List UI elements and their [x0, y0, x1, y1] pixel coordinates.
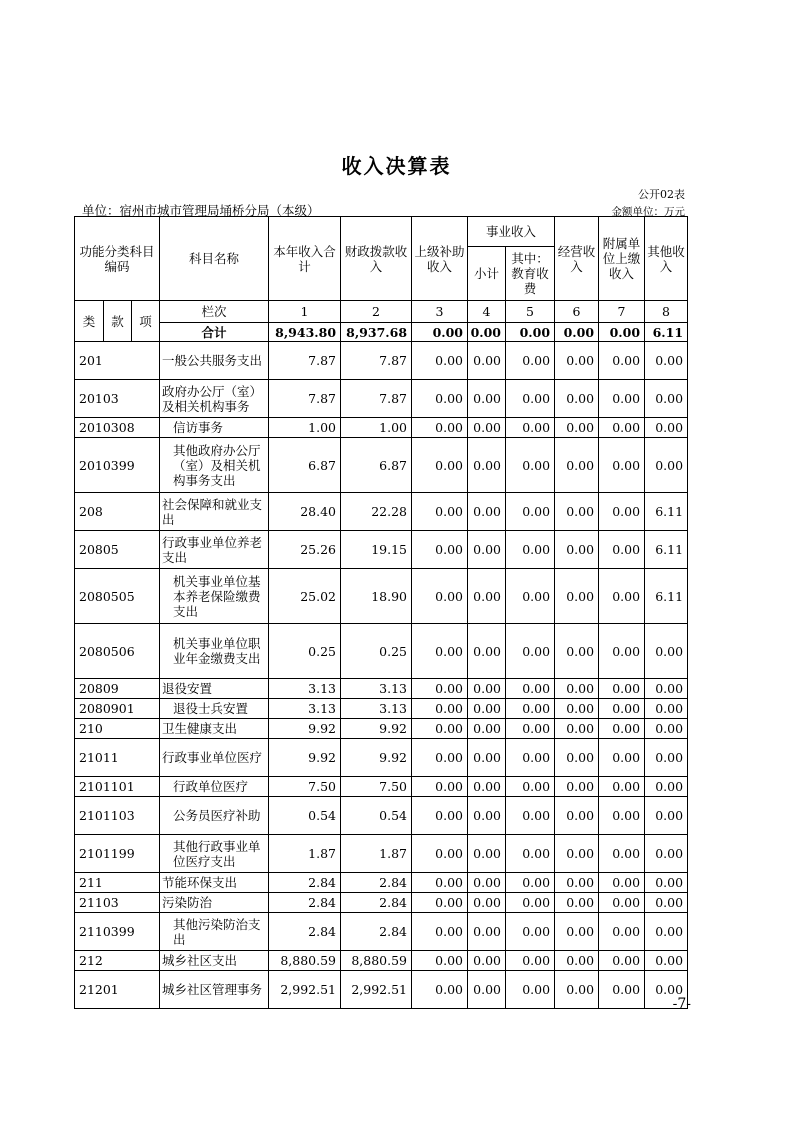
row-value: 0.00 — [506, 418, 555, 438]
total-row — [75, 323, 688, 342]
row-name: 退役士兵安置 — [160, 699, 269, 719]
header-col5: 其中：教育收费 — [506, 247, 555, 301]
row-value: 7.87 — [269, 342, 341, 380]
row-value: 2.84 — [341, 893, 412, 913]
income-table — [74, 216, 688, 1009]
row-value: 2.84 — [341, 913, 412, 951]
header-col2: 财政拨款收入 — [341, 217, 412, 301]
row-value: 0.00 — [645, 679, 688, 699]
row-value: 0.00 — [599, 777, 645, 797]
row-value: 1.87 — [341, 835, 412, 873]
row-value: 0.00 — [506, 873, 555, 893]
row-value: 0.00 — [412, 893, 468, 913]
row-value: 0.00 — [645, 797, 688, 835]
table-row — [75, 493, 688, 531]
total-value: 8,937.68 — [341, 323, 412, 342]
row-value: 0.00 — [599, 493, 645, 531]
row-value: 0.00 — [506, 493, 555, 531]
row-value: 0.00 — [506, 777, 555, 797]
total-value: 0.00 — [599, 323, 645, 342]
row-value: 9.92 — [341, 739, 412, 777]
header-col3: 上级补助收入 — [412, 217, 468, 301]
table-row — [75, 624, 688, 679]
row-code: 2080506 — [75, 624, 160, 679]
row-value: 0.00 — [412, 699, 468, 719]
header-kuan: 款 — [104, 301, 132, 342]
row-code: 20103 — [75, 380, 160, 418]
row-value: 7.87 — [269, 380, 341, 418]
row-value: 0.00 — [468, 699, 506, 719]
row-value: 0.00 — [599, 531, 645, 569]
row-value: 8,880.59 — [269, 951, 341, 971]
total-value: 6.11 — [645, 323, 688, 342]
table-row — [75, 913, 688, 951]
row-code: 2110399 — [75, 913, 160, 951]
row-name: 机关事业单位职业年金缴费支出 — [160, 624, 269, 679]
row-value: 0.00 — [645, 380, 688, 418]
row-value: 0.00 — [599, 873, 645, 893]
row-code: 21011 — [75, 739, 160, 777]
row-value: 0.00 — [555, 913, 599, 951]
col-num-1: 1 — [269, 301, 341, 323]
row-value: 0.00 — [599, 342, 645, 380]
row-name: 社会保障和就业支出 — [160, 493, 269, 531]
row-value: 0.00 — [645, 699, 688, 719]
row-value: 0.00 — [506, 951, 555, 971]
row-value: 0.25 — [341, 624, 412, 679]
row-value: 0.00 — [599, 971, 645, 1009]
row-value: 0.00 — [412, 777, 468, 797]
row-name: 城乡社区支出 — [160, 951, 269, 971]
table-row — [75, 835, 688, 873]
col-num-4: 4 — [468, 301, 506, 323]
table-row — [75, 971, 688, 1009]
row-value: 0.00 — [412, 418, 468, 438]
row-value: 0.00 — [599, 913, 645, 951]
row-value: 18.90 — [341, 569, 412, 624]
row-value: 0.00 — [645, 719, 688, 739]
row-value: 7.87 — [341, 342, 412, 380]
row-code: 20805 — [75, 531, 160, 569]
row-value: 0.00 — [555, 380, 599, 418]
row-value: 0.00 — [645, 893, 688, 913]
row-value: 0.00 — [599, 739, 645, 777]
amount-unit: 金额单位：万元 — [611, 206, 685, 218]
row-value: 0.00 — [555, 418, 599, 438]
row-value: 0.00 — [468, 971, 506, 1009]
table-row — [75, 719, 688, 739]
row-value: 3.13 — [269, 679, 341, 699]
row-value: 0.00 — [412, 951, 468, 971]
total-value: 0.00 — [555, 323, 599, 342]
row-name: 一般公共服务支出 — [160, 342, 269, 380]
total-value: 0.00 — [506, 323, 555, 342]
row-value: 0.00 — [555, 951, 599, 971]
table-row — [75, 873, 688, 893]
row-name: 行政事业单位医疗 — [160, 739, 269, 777]
row-value: 0.00 — [506, 438, 555, 493]
row-value: 0.00 — [468, 777, 506, 797]
row-value: 0.00 — [506, 835, 555, 873]
row-value: 0.00 — [468, 493, 506, 531]
row-value: 0.00 — [599, 835, 645, 873]
unit-label: 单位：宿州市城市管理局埇桥分局（本级） — [82, 203, 320, 218]
row-value: 0.00 — [645, 873, 688, 893]
row-code: 20809 — [75, 679, 160, 699]
row-code: 201 — [75, 342, 160, 380]
row-value: 0.25 — [269, 624, 341, 679]
row-value: 0.00 — [412, 531, 468, 569]
row-value: 0.00 — [468, 380, 506, 418]
row-value: 8,880.59 — [341, 951, 412, 971]
row-value: 2.84 — [269, 913, 341, 951]
header-col1: 本年收入合计 — [269, 217, 341, 301]
row-code: 2010399 — [75, 438, 160, 493]
row-value: 0.00 — [468, 873, 506, 893]
total-value: 0.00 — [412, 323, 468, 342]
col-num-5: 5 — [506, 301, 555, 323]
row-value: 0.00 — [506, 380, 555, 418]
row-value: 0.00 — [412, 873, 468, 893]
table-row — [75, 739, 688, 777]
col-num-7: 7 — [599, 301, 645, 323]
row-value: 0.00 — [412, 569, 468, 624]
col-num-3: 3 — [412, 301, 468, 323]
table-row — [75, 797, 688, 835]
row-name: 公务员医疗补助 — [160, 797, 269, 835]
row-value: 0.00 — [412, 913, 468, 951]
row-value: 0.00 — [412, 679, 468, 699]
row-value: 0.00 — [506, 913, 555, 951]
header-lei: 类 — [75, 301, 104, 342]
header-func-code: 功能分类科目编码 — [75, 217, 160, 301]
row-value: 0.00 — [468, 835, 506, 873]
row-value: 0.00 — [506, 624, 555, 679]
header-col8: 其他收入 — [645, 217, 688, 301]
row-value: 0.00 — [506, 342, 555, 380]
row-value: 0.54 — [269, 797, 341, 835]
table-row — [75, 418, 688, 438]
row-value: 0.00 — [506, 971, 555, 1009]
row-value: 0.00 — [555, 438, 599, 493]
row-value: 25.02 — [269, 569, 341, 624]
row-code: 2080901 — [75, 699, 160, 719]
row-value: 0.00 — [468, 893, 506, 913]
row-value: 0.00 — [555, 835, 599, 873]
row-value: 22.28 — [341, 493, 412, 531]
header-col4: 小计 — [468, 247, 506, 301]
row-value: 0.00 — [555, 739, 599, 777]
row-value: 0.00 — [599, 797, 645, 835]
row-name: 机关事业单位基本养老保险缴费支出 — [160, 569, 269, 624]
row-value: 0.00 — [645, 624, 688, 679]
row-value: 0.00 — [506, 719, 555, 739]
row-value: 0.00 — [645, 913, 688, 951]
total-label: 合计 — [160, 323, 269, 342]
row-code: 2080505 — [75, 569, 160, 624]
row-value: 19.15 — [341, 531, 412, 569]
row-value: 7.87 — [341, 380, 412, 418]
col-num-6: 6 — [555, 301, 599, 323]
row-value: 0.00 — [645, 418, 688, 438]
row-value: 9.92 — [269, 739, 341, 777]
row-name: 政府办公厅（室）及相关机构事务 — [160, 380, 269, 418]
row-value: 7.50 — [341, 777, 412, 797]
row-value: 0.00 — [599, 569, 645, 624]
row-name: 行政单位医疗 — [160, 777, 269, 797]
row-name: 其他污染防治支出 — [160, 913, 269, 951]
header-col7: 附属单位上缴收入 — [599, 217, 645, 301]
row-value: 0.00 — [468, 342, 506, 380]
col-num-2: 2 — [341, 301, 412, 323]
page-title: 收入决算表 — [341, 154, 452, 178]
row-value: 3.13 — [341, 699, 412, 719]
header-xiang: 项 — [132, 301, 160, 342]
row-value: 3.13 — [341, 679, 412, 699]
row-value: 0.00 — [555, 679, 599, 699]
row-value: 0.00 — [412, 835, 468, 873]
row-value: 2.84 — [269, 873, 341, 893]
col-num-8: 8 — [645, 301, 688, 323]
row-name: 污染防治 — [160, 893, 269, 913]
row-value: 0.00 — [506, 893, 555, 913]
row-value: 0.00 — [599, 624, 645, 679]
row-value: 0.00 — [555, 342, 599, 380]
row-value: 0.00 — [506, 739, 555, 777]
table-row — [75, 438, 688, 493]
row-value: 7.50 — [269, 777, 341, 797]
row-value: 0.00 — [555, 893, 599, 913]
row-value: 0.00 — [468, 797, 506, 835]
table-row — [75, 893, 688, 913]
row-value: 0.00 — [555, 873, 599, 893]
row-value: 0.00 — [645, 777, 688, 797]
row-value: 0.00 — [412, 342, 468, 380]
row-code: 2010308 — [75, 418, 160, 438]
row-value: 0.00 — [555, 569, 599, 624]
row-code: 2101103 — [75, 797, 160, 835]
row-name: 其他政府办公厅（室）及相关机构事务支出 — [160, 438, 269, 493]
row-value: 6.11 — [645, 569, 688, 624]
table-row — [75, 569, 688, 624]
row-value: 0.00 — [468, 418, 506, 438]
table-row — [75, 699, 688, 719]
row-value: 9.92 — [341, 719, 412, 739]
row-value: 1.00 — [269, 418, 341, 438]
table-row — [75, 531, 688, 569]
row-value: 6.11 — [645, 531, 688, 569]
row-value: 0.00 — [506, 679, 555, 699]
row-value: 0.00 — [555, 797, 599, 835]
row-code: 21201 — [75, 971, 160, 1009]
row-value: 2.84 — [341, 873, 412, 893]
row-code: 211 — [75, 873, 160, 893]
row-value: 0.00 — [599, 893, 645, 913]
row-name: 其他行政事业单位医疗支出 — [160, 835, 269, 873]
row-value: 0.00 — [645, 835, 688, 873]
row-value: 6.11 — [645, 493, 688, 531]
row-value: 2.84 — [269, 893, 341, 913]
row-value: 0.00 — [412, 797, 468, 835]
row-value: 0.00 — [506, 797, 555, 835]
header-business: 事业收入 — [468, 217, 555, 247]
header-col6: 经营收入 — [555, 217, 599, 301]
row-value: 0.00 — [506, 531, 555, 569]
row-value: 0.00 — [645, 951, 688, 971]
row-value: 0.00 — [645, 739, 688, 777]
row-value: 0.00 — [555, 493, 599, 531]
row-value: 0.00 — [555, 971, 599, 1009]
row-name: 退役安置 — [160, 679, 269, 699]
row-value: 0.00 — [412, 739, 468, 777]
row-value: 0.00 — [468, 679, 506, 699]
row-value: 9.92 — [269, 719, 341, 739]
row-value: 0.00 — [468, 739, 506, 777]
row-value: 2,992.51 — [269, 971, 341, 1009]
row-value: 25.26 — [269, 531, 341, 569]
row-value: 0.00 — [599, 951, 645, 971]
row-value: 1.87 — [269, 835, 341, 873]
form-code: 公开02表 — [638, 188, 685, 201]
row-code: 210 — [75, 719, 160, 739]
row-code: 208 — [75, 493, 160, 531]
table-row — [75, 342, 688, 380]
row-code: 2101101 — [75, 777, 160, 797]
row-value: 6.87 — [341, 438, 412, 493]
header-lanci: 栏次 — [160, 301, 269, 323]
row-value: 0.00 — [555, 719, 599, 739]
row-value: 0.00 — [645, 342, 688, 380]
table-row — [75, 777, 688, 797]
row-name: 卫生健康支出 — [160, 719, 269, 739]
row-value: 0.00 — [468, 438, 506, 493]
row-value: 0.00 — [412, 624, 468, 679]
row-value: 0.00 — [468, 569, 506, 624]
row-value: 0.00 — [599, 418, 645, 438]
total-value: 8,943.80 — [269, 323, 341, 342]
row-value: 3.13 — [269, 699, 341, 719]
row-value: 0.00 — [555, 531, 599, 569]
row-value: 0.00 — [645, 438, 688, 493]
row-name: 行政事业单位养老支出 — [160, 531, 269, 569]
header-name: 科目名称 — [160, 217, 269, 301]
row-code: 2101199 — [75, 835, 160, 873]
row-name: 信访事务 — [160, 418, 269, 438]
page-number: -7- — [672, 996, 691, 1012]
row-value: 0.00 — [555, 777, 599, 797]
row-value: 0.00 — [412, 380, 468, 418]
row-value: 0.00 — [412, 493, 468, 531]
row-value: 0.00 — [506, 569, 555, 624]
row-value: 0.00 — [412, 719, 468, 739]
row-value: 2,992.51 — [341, 971, 412, 1009]
row-value: 0.00 — [555, 699, 599, 719]
row-value: 0.00 — [599, 699, 645, 719]
row-value: 0.00 — [468, 719, 506, 739]
row-value: 0.00 — [599, 719, 645, 739]
row-value: 0.00 — [468, 951, 506, 971]
row-value: 0.00 — [599, 380, 645, 418]
row-value: 0.00 — [468, 624, 506, 679]
row-code: 21103 — [75, 893, 160, 913]
row-value: 28.40 — [269, 493, 341, 531]
row-value: 6.87 — [269, 438, 341, 493]
row-name: 城乡社区管理事务 — [160, 971, 269, 1009]
row-value: 0.00 — [468, 531, 506, 569]
row-value: 0.00 — [555, 624, 599, 679]
row-code: 212 — [75, 951, 160, 971]
table-row — [75, 679, 688, 699]
table-row — [75, 951, 688, 971]
total-value: 0.00 — [468, 323, 506, 342]
row-value: 0.00 — [412, 971, 468, 1009]
row-value: 0.54 — [341, 797, 412, 835]
row-value: 0.00 — [645, 971, 688, 1009]
row-value: 0.00 — [599, 438, 645, 493]
row-value: 0.00 — [506, 699, 555, 719]
table-row — [75, 380, 688, 418]
row-value: 0.00 — [412, 438, 468, 493]
row-name: 节能环保支出 — [160, 873, 269, 893]
row-value: 1.00 — [341, 418, 412, 438]
row-value: 0.00 — [599, 679, 645, 699]
row-value: 0.00 — [468, 913, 506, 951]
